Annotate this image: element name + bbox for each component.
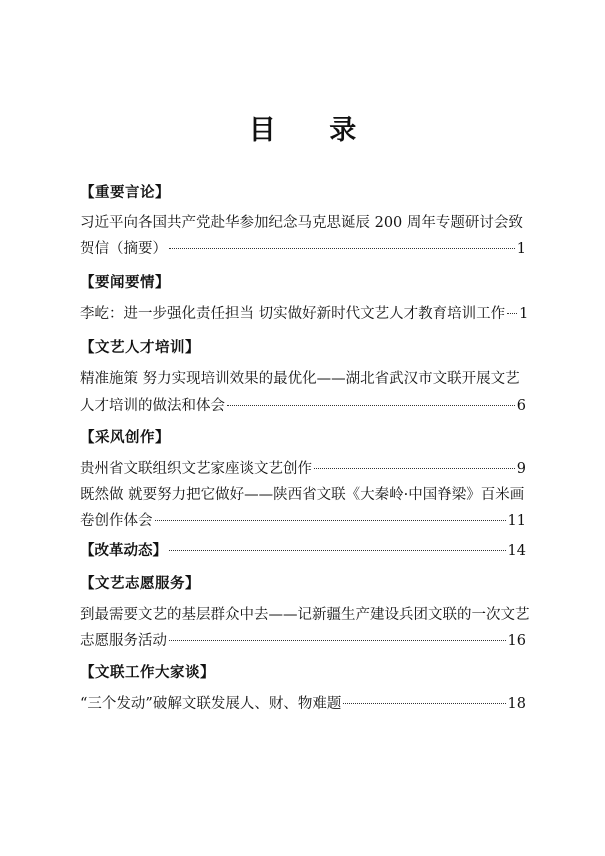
toc-entry-line[interactable]: 精准施策 努力实现培训效果的最优化——湖北省武汉市文联开展文艺: [80, 371, 520, 387]
toc-entry-reform[interactable]: [80, 539, 526, 560]
section-heading-volunteer: 【文艺志愿服务】: [80, 576, 200, 592]
leader-dots: [343, 703, 505, 704]
section-heading-creation: 【采风创作】: [80, 430, 170, 446]
toc-entry-title: 卷创作体会: [80, 513, 153, 529]
page-number: 14: [507, 543, 526, 559]
section-heading-talent-training: 【文艺人才培训】: [80, 340, 200, 356]
leader-dots: [169, 640, 506, 641]
leader-dots: [169, 550, 506, 551]
toc-entry-title: 志愿服务活动: [80, 633, 167, 649]
toc-entry[interactable]: [80, 302, 529, 323]
section-heading-important-speech: 【重要言论】: [80, 185, 170, 201]
toc-entry-line[interactable]: 到最需要文艺的基层群众中去——记新疆生产建设兵团文联的一次文艺: [80, 607, 530, 623]
leader-dots: [314, 468, 515, 469]
section-heading-news: 【要闻要情】: [80, 275, 170, 291]
page-number: 1: [519, 306, 529, 322]
toc-entry-title: 李屹：进一步强化责任担当 切实做好新时代文艺人才教育培训工作: [80, 306, 506, 322]
toc-entry[interactable]: [80, 394, 526, 415]
leader-dots: [227, 405, 515, 406]
section-heading-discussion: 【文联工作大家谈】: [80, 665, 215, 681]
page-number: 18: [507, 696, 526, 712]
toc-entry-line[interactable]: 习近平向各国共产党赴华参加纪念马克思诞辰 200 周年专题研讨会致: [80, 215, 523, 231]
toc-entry[interactable]: [80, 457, 526, 478]
toc-entry[interactable]: [80, 237, 526, 258]
page-number: 1: [516, 241, 526, 257]
page-number: 16: [507, 633, 526, 649]
page-number: 9: [516, 461, 526, 477]
toc-entry-title: 人才培训的做法和体会: [80, 398, 225, 414]
toc-entry-title: “三个发动”破解文联发展人、财、物难题: [80, 696, 342, 712]
page-number: 6: [516, 398, 526, 414]
toc-entry[interactable]: [80, 629, 526, 650]
toc-entry-title: 贵州省文联组织文艺家座谈文艺创作: [80, 461, 312, 477]
toc-entry-line[interactable]: 既然做 就要努力把它做好——陕西省文联《大秦岭·中国脊梁》百米画: [80, 487, 525, 503]
leader-dots: [169, 248, 515, 249]
page-number: 11: [507, 513, 526, 529]
page-title: 目 录: [248, 115, 379, 146]
section-heading-reform: 【改革动态】: [80, 543, 167, 559]
toc-entry[interactable]: [80, 509, 526, 530]
toc-entry-title: 贺信（摘要）: [80, 241, 167, 257]
leader-dots: [155, 520, 506, 521]
leader-dots: [507, 313, 517, 314]
toc-entry[interactable]: [80, 692, 526, 713]
